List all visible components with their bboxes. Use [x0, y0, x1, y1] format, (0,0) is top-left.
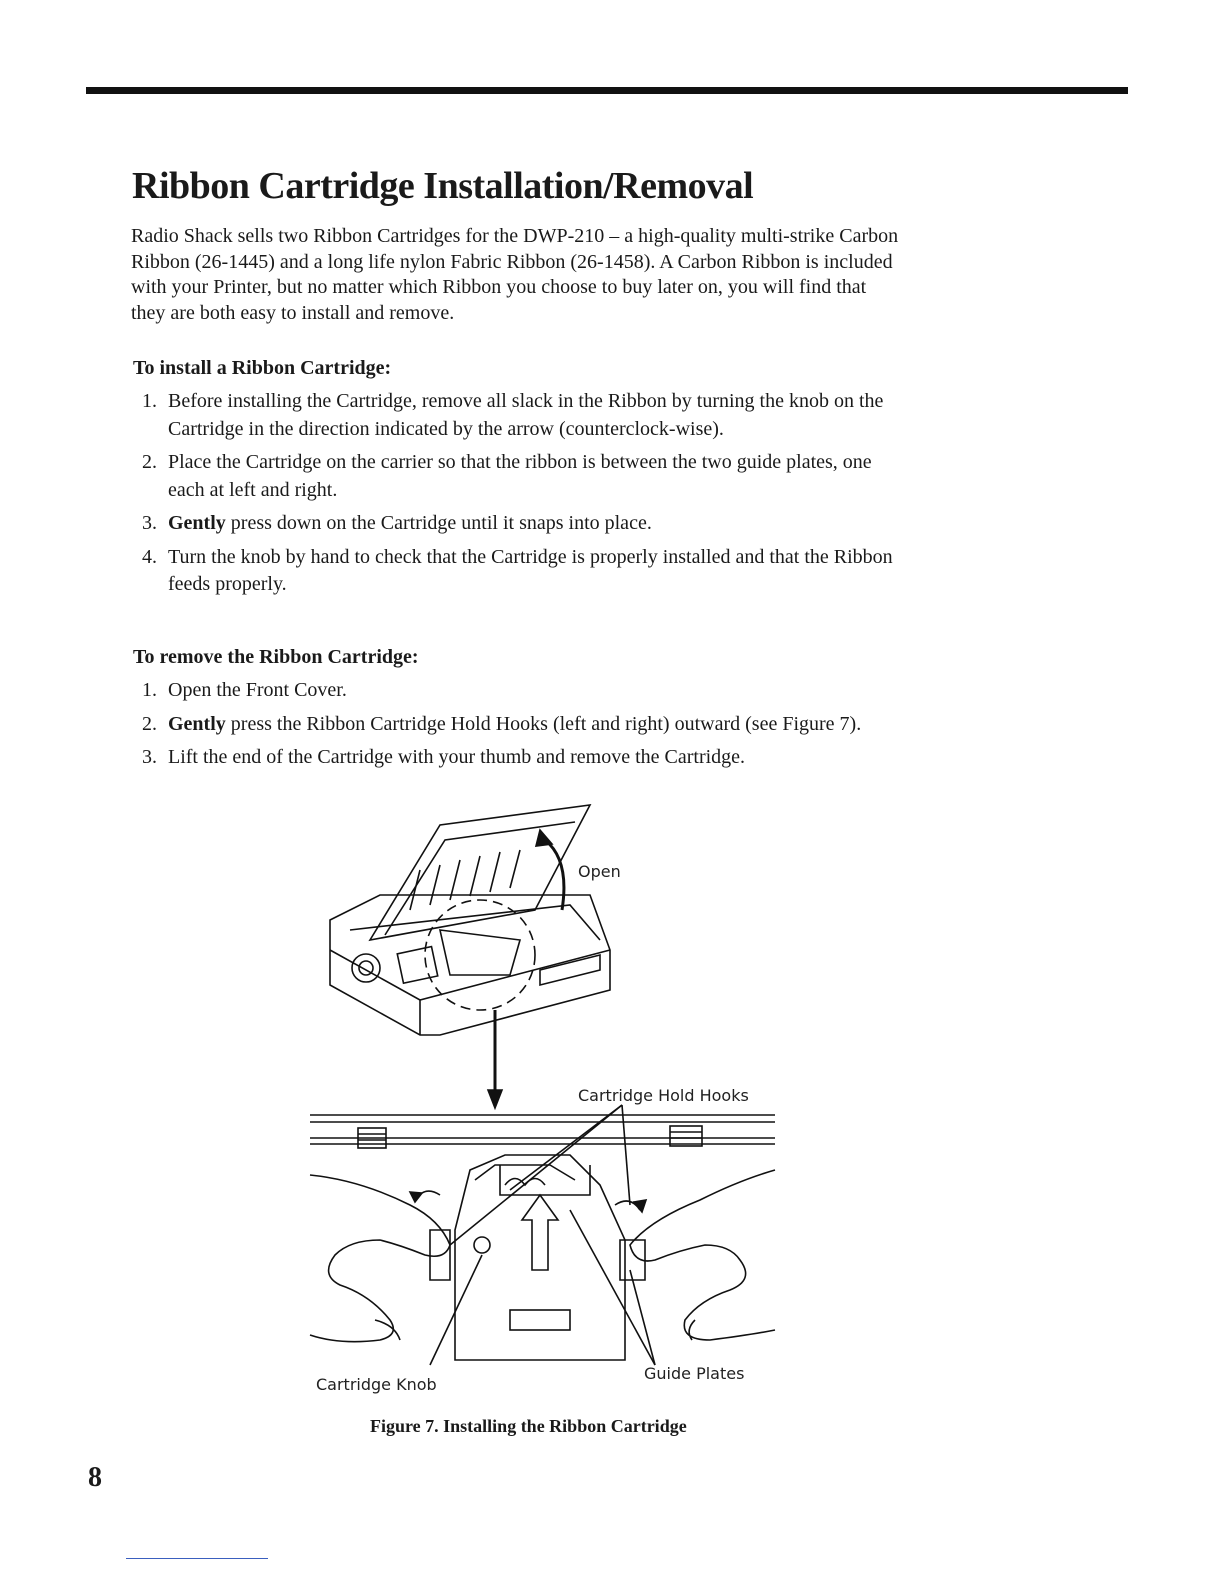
- list-item: 3. Lift the end of the Cartridge with your thumb and remove the Cartridge.: [142, 746, 746, 768]
- intro-paragraph: Radio Shack sells two Ribbon Cartridges for the DWP-210 – a high-quality multi-strike Carbon Ribbon (26-1445) and a long life nylon Fabric Ribbon (26-1458). A Carbon Ribbon is included with your Printer, but no matter which Ribbon you choose to buy later on, you will find that they are both easy to install and remove.: [131, 225, 899, 324]
- install-heading: To install a Ribbon Cartridge:: [133, 357, 392, 379]
- remove-steps: [142, 677, 902, 778]
- list-item: 2. Gently press the Ribbon Cartridge Hold Hooks (left and right) outward (see Figure 7).: [142, 712, 862, 735]
- label-open: Open: [578, 862, 621, 881]
- label-guide-plates: Guide Plates: [644, 1364, 745, 1383]
- figure-caption: Figure 7. Installing the Ribbon Cartridge: [370, 1416, 687, 1436]
- top-rule: [86, 87, 1128, 94]
- label-hold-hooks: Cartridge Hold Hooks: [578, 1086, 749, 1105]
- list-item: 1. Open the Front Cover.: [142, 679, 347, 701]
- list-item: 2. Place the Cartridge on the carrier so that the ribbon is between the two guide plates, one each at left and right.: [142, 451, 872, 501]
- list-item: 1. Before installing the Cartridge, remove all slack in the Ribbon by turning the knob on the Cartridge in the direction indicated by the arrow (counterclock-wise).: [142, 390, 884, 440]
- page-title: Ribbon Cartridge Installation/Removal: [132, 165, 754, 207]
- list-item: 3. Gently press down on the Cartridge until it snaps into place.: [142, 512, 652, 534]
- remove-heading: To remove the Ribbon Cartridge:: [133, 646, 419, 668]
- bottom-rule: [126, 1558, 268, 1559]
- page-number: 8: [88, 1462, 102, 1493]
- list-item: 4. Turn the knob by hand to check that the Cartridge is properly installed and that the Ribbon feeds properly.: [142, 545, 893, 595]
- figure-7: [300, 800, 790, 1400]
- label-cartridge-knob: Cartridge Knob: [316, 1375, 437, 1394]
- install-steps: [142, 388, 902, 605]
